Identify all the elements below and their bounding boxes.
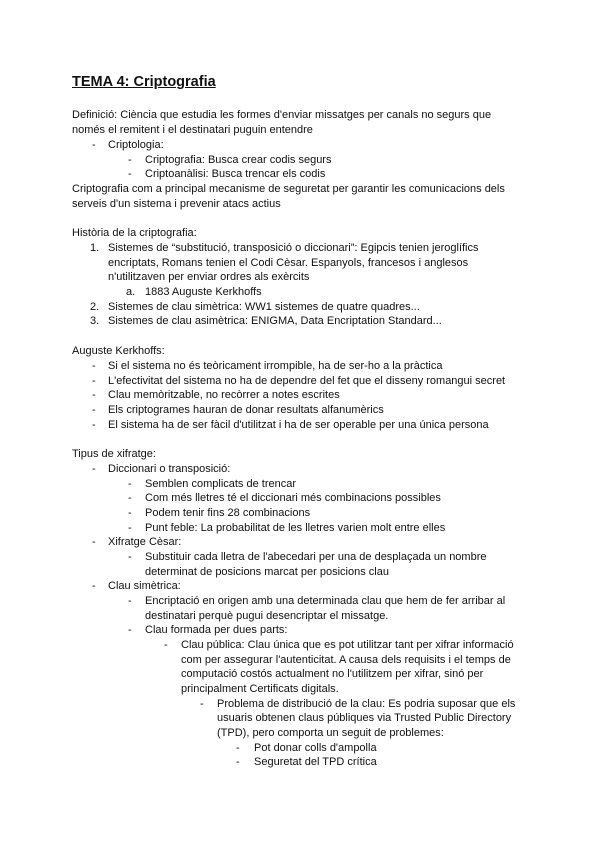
list-item: L'efectivitat del sistema no ha de dependre del fet que el disseny romangui secret bbox=[108, 375, 506, 387]
bullet-marker: - bbox=[128, 507, 132, 519]
bullet-marker: - bbox=[236, 756, 240, 768]
section-heading: Història de la criptografia: bbox=[72, 227, 197, 239]
bullet-marker: - bbox=[92, 139, 96, 151]
bullet-marker: - bbox=[92, 580, 96, 592]
list-item: Els criptogrames hauran de donar resultats alfanumèrics bbox=[108, 404, 384, 416]
page-title: TEMA 4: Criptografia bbox=[72, 74, 216, 90]
bullet-marker: - bbox=[128, 624, 132, 636]
bullet-marker: - bbox=[236, 742, 240, 754]
list-item: Clau pública: Clau única que es pot utilitzar tant per xifrar informació bbox=[181, 639, 514, 651]
bullet-marker: - bbox=[92, 404, 96, 416]
list-item: Clau memòritzable, no recòrrer a notes escrites bbox=[108, 389, 340, 401]
list-item: n'utilitzaven per enviar ordres als exèrcits bbox=[108, 271, 310, 283]
list-item: Seguretat del TPD crítica bbox=[254, 756, 377, 768]
bullet-marker: - bbox=[128, 478, 132, 490]
list-item: Substituir cada lletra de l'abecedari per una de desplaçada un nombre bbox=[145, 551, 487, 563]
list-item: usuaris obtenen claus públiques via Trusted Public Directory bbox=[217, 712, 512, 724]
list-item: Semblen complicats de trencar bbox=[145, 478, 297, 490]
list-item: Com més lletres té el diccionari més combinacions possibles bbox=[145, 492, 441, 504]
section-heading: Tipus de xifratge: bbox=[72, 448, 156, 460]
bullet-marker: - bbox=[92, 375, 96, 387]
bullet-marker: - bbox=[92, 419, 96, 431]
list-item: Sistemes de clau asimètrica: ENIGMA, Data Encriptation Standard... bbox=[108, 315, 442, 327]
list-item: com per assegurar l'autenticitat. A causa dels requisits i el temps de bbox=[181, 654, 511, 666]
list-item: Criptologia: bbox=[108, 139, 164, 151]
definition-line: només el remitent i el destinatari puguin entendre bbox=[72, 124, 313, 136]
bullet-marker: - bbox=[92, 360, 96, 372]
list-item: Criptoanàlisi: Busca trencar els codis bbox=[145, 168, 326, 180]
list-item: principalment Certificats digitals. bbox=[181, 683, 339, 695]
list-item: destinatari perquè pugui desencriptar el missatge. bbox=[145, 610, 389, 622]
list-item: Punt feble: La probabilitat de les lletres varien molt entre elles bbox=[145, 522, 446, 534]
list-item: encriptats, Romans tenien el Codi Cèsar. Espanyols, francesos i anglesos bbox=[108, 257, 469, 269]
list-item: Sistemes de “substitució, transposició o diccionari”: Egipcis tenien jeroglífics bbox=[108, 242, 479, 254]
section-heading: Auguste Kerkhoffs: bbox=[72, 345, 165, 357]
definition-line: Definició: Ciència que estudia les formes d'enviar missatges per canals no segurs que bbox=[72, 109, 492, 121]
list-item: Criptografia: Busca crear codis segurs bbox=[145, 154, 332, 166]
list-item: Podem tenir fins 28 combinacions bbox=[145, 507, 311, 519]
numbered-marker: 3. bbox=[90, 315, 100, 327]
bullet-marker: - bbox=[92, 463, 96, 475]
list-item: (TPD), pero comporta un seguit de problemes: bbox=[217, 727, 444, 739]
paragraph-line: serveis d'un sistema i prevenir atacs actius bbox=[72, 198, 281, 210]
list-item: Clau formada per dues parts: bbox=[145, 624, 288, 636]
bullet-marker: - bbox=[128, 595, 132, 607]
numbered-marker: 2. bbox=[90, 301, 100, 313]
bullet-marker: - bbox=[92, 389, 96, 401]
list-item: determinat de posicions marcat per posicions clau bbox=[145, 566, 389, 578]
bullet-marker: - bbox=[128, 522, 132, 534]
bullet-marker: - bbox=[128, 551, 132, 563]
numbered-marker: 1. bbox=[90, 242, 100, 254]
bullet-marker: - bbox=[128, 492, 132, 504]
list-item: Encriptació en origen amb una determinada clau que hem de fer arribar al bbox=[145, 595, 506, 607]
bullet-marker: - bbox=[164, 639, 168, 651]
list-item: Problema de distribució de la clau: Es podria suposar que els bbox=[217, 698, 516, 710]
list-item: 1883 Auguste Kerkhoffs bbox=[145, 286, 262, 298]
list-item: Sistemes de clau simètrica: WW1 sistemes de quatre quadres... bbox=[108, 301, 420, 313]
list-item: computació costós actualment no l'utilitzem per xifrar, sinó per bbox=[181, 668, 484, 680]
list-item: Pot donar colls d'ampolla bbox=[254, 742, 377, 754]
sub-marker: a. bbox=[126, 286, 136, 298]
bullet-marker: - bbox=[128, 168, 132, 180]
list-item: Xifratge Cèsar: bbox=[108, 536, 182, 548]
list-item: Clau simètrica: bbox=[108, 580, 181, 592]
bullet-marker: - bbox=[128, 154, 132, 166]
list-item: El sistema ha de ser fàcil d'utilitzat i ha de ser operable per una única persona bbox=[108, 419, 489, 431]
list-item: Diccionari o transposició: bbox=[108, 463, 231, 475]
paragraph-line: Criptografia com a principal mecanisme de seguretat per garantir les comunicacions dels bbox=[72, 183, 505, 195]
bullet-marker: - bbox=[92, 536, 96, 548]
list-item: Si el sistema no és teòricament irrompible, ha de ser-ho a la pràctica bbox=[108, 360, 443, 372]
bullet-marker: - bbox=[200, 698, 204, 710]
